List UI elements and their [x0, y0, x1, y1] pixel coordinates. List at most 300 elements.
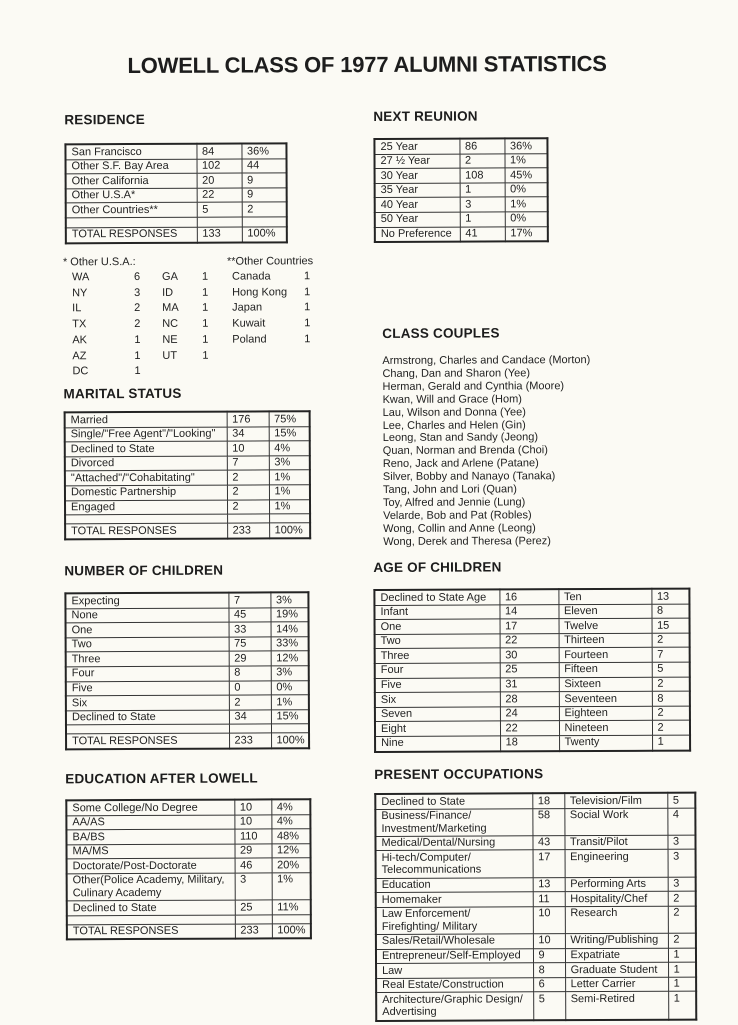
cell: 25 Year: [374, 139, 459, 154]
number-of-children-heading: NUMBER OF CHILDREN: [64, 562, 224, 579]
cell: One: [375, 619, 500, 634]
cell: 18: [532, 793, 564, 808]
cell: 3: [668, 877, 696, 892]
cell: NC: [162, 317, 179, 331]
table-row: [375, 735, 690, 751]
age-of-children-heading: AGE OF CHILDREN: [373, 559, 502, 575]
cell: 35 Year: [375, 183, 460, 198]
marital-status-heading: MARITAL STATUS: [63, 385, 182, 402]
table-row: [375, 168, 548, 183]
list-item: Armstrong, Charles and Candace (Morton): [382, 354, 591, 367]
cell: Graduate Student: [565, 962, 668, 977]
cell: 1: [304, 333, 311, 346]
cell: 1: [460, 183, 505, 198]
cell: 100%: [242, 227, 287, 242]
cell: Six: [66, 695, 229, 710]
cell: 2: [459, 153, 504, 168]
total-row: [65, 523, 310, 539]
cell: 30: [500, 648, 559, 663]
cell: 1: [668, 991, 696, 1019]
cell: 13: [651, 589, 689, 604]
cell: 75%: [269, 411, 310, 426]
cell: 3%: [269, 456, 310, 471]
table-row: [375, 226, 548, 242]
cell: 18: [500, 736, 559, 751]
cell: 2: [227, 499, 269, 514]
cell: Thirteen: [559, 633, 652, 648]
cell: 22: [197, 188, 242, 203]
cell: Kuwait: [232, 317, 266, 330]
cell: Infant: [374, 605, 499, 620]
cell: WA: [71, 271, 90, 284]
cell: Writing/Publishing: [565, 933, 668, 948]
cell: 1: [460, 212, 505, 227]
cell: Sixteen: [559, 677, 652, 692]
table-row: [66, 202, 287, 218]
cell: 233: [229, 733, 271, 748]
cell: TOTAL RESPONSES: [67, 924, 235, 940]
table-row: [375, 633, 690, 649]
cell: 100%: [272, 924, 311, 939]
cell: 86: [459, 138, 504, 153]
cell: [66, 217, 197, 228]
table-row: [72, 332, 228, 348]
cell: 0%: [505, 182, 548, 197]
table-row: [375, 662, 690, 678]
cell: Some College/No Degree: [66, 800, 234, 816]
cell: 25: [500, 663, 559, 678]
table-row: [375, 720, 690, 736]
table-row: [66, 651, 309, 667]
table-row: [66, 666, 309, 682]
cell: 1: [303, 270, 311, 283]
cell: 1: [304, 285, 311, 298]
cell: 4: [667, 808, 695, 835]
cell: AZ: [72, 349, 87, 362]
cell: 3%: [271, 666, 309, 681]
table-row: [66, 829, 310, 845]
cell: 28: [500, 692, 559, 707]
cell: 2: [652, 720, 690, 735]
cell: 5: [533, 992, 565, 1020]
table-row: [376, 891, 696, 907]
table-row: [375, 677, 690, 693]
cell: 1: [304, 317, 311, 330]
cell: None: [65, 608, 228, 623]
cell: 1%: [272, 873, 311, 900]
cell: 3: [134, 286, 141, 299]
cell: 233: [227, 523, 269, 538]
cell: 2: [134, 318, 141, 331]
cell: Semi-Retired: [565, 992, 668, 1020]
cell: Sales/Retail/Wholesale: [376, 934, 533, 949]
cell: 7: [227, 456, 269, 471]
table-row: [72, 285, 228, 301]
cell: Other S.F. Bay Area: [66, 159, 197, 174]
cell: 11: [533, 892, 565, 907]
cell: 10: [234, 799, 271, 814]
cell: 1: [202, 317, 209, 330]
residence-table: [64, 142, 287, 244]
cell: 11%: [272, 900, 311, 915]
cell: 1%: [504, 153, 547, 168]
cell: GA: [161, 270, 178, 283]
list-item: Wong, Collin and Anne (Leong): [383, 522, 536, 535]
table-row: [375, 212, 548, 227]
cell: 29: [229, 651, 271, 666]
cell: 40 Year: [375, 197, 460, 212]
cell: Divorced: [65, 456, 227, 471]
cell: Business/Finance/ Investment/Marketing: [375, 808, 532, 836]
cell: 22: [500, 721, 559, 736]
table-row: [72, 348, 228, 364]
cell: 2: [652, 677, 690, 692]
cell: 2: [652, 706, 690, 721]
cell: 2: [242, 202, 287, 217]
section-occupations: [374, 766, 697, 1022]
cell: Other Countries**: [66, 203, 197, 218]
table-row: [67, 900, 311, 916]
cell: Canada: [231, 270, 271, 283]
cell: 3: [668, 849, 696, 876]
list-item: Lee, Charles and Helen (Gin): [382, 418, 526, 432]
table-row: [376, 877, 696, 893]
cell: 13: [533, 877, 565, 892]
cell: [229, 724, 271, 733]
table-row: [67, 858, 311, 874]
cell: Six: [375, 692, 500, 707]
cell: 1: [202, 333, 209, 346]
next-reunion-heading: NEXT REUNION: [373, 108, 478, 124]
cell: Fifteen: [559, 662, 652, 677]
cell: Real Estate/Construction: [376, 978, 533, 993]
table-row: [65, 485, 310, 501]
cell: Hi-tech/Computer/ Telecommunications: [376, 850, 533, 878]
cell: 1: [668, 977, 696, 992]
section-marital-status: [64, 385, 312, 540]
cell: 8: [651, 604, 689, 619]
cell: 36%: [504, 138, 547, 153]
cell: 1%: [269, 485, 310, 500]
table-row: [65, 499, 310, 515]
cell: UT: [162, 349, 178, 362]
cell: Transit/Pilot: [564, 835, 667, 850]
cell: 12%: [271, 651, 309, 666]
cell: 176: [227, 411, 269, 426]
cell: TOTAL RESPONSES: [66, 227, 197, 243]
cell: Social Work: [564, 808, 667, 836]
cell: "Attached"/"Cohabitating": [65, 470, 227, 485]
cell: 1: [202, 302, 209, 315]
cell: 110: [234, 829, 271, 844]
cell: 6: [133, 270, 141, 284]
age-of-children-table: [373, 588, 691, 753]
table-row: [375, 647, 690, 663]
cell: 0%: [505, 212, 548, 227]
cell: Eleven: [558, 604, 651, 619]
cell: 9: [242, 188, 287, 203]
residence-heading: RESIDENCE: [64, 111, 145, 128]
cell: 14: [499, 604, 558, 619]
cell: 84: [196, 144, 241, 159]
cell: [227, 514, 269, 523]
table-row: [66, 622, 309, 638]
cell: 20: [197, 173, 242, 188]
cell: 1: [201, 270, 209, 283]
table-row: [72, 301, 228, 317]
cell: [269, 514, 310, 523]
table-row: [375, 197, 548, 212]
cell: [162, 364, 202, 380]
cell: MA: [162, 302, 179, 315]
cell: ID: [162, 286, 174, 299]
cell: Declined to State: [66, 710, 229, 725]
cell: BA/BS: [66, 829, 234, 844]
table-row: [65, 456, 310, 472]
cell: 15%: [269, 426, 310, 441]
cell: 1: [304, 301, 311, 314]
cell: Expatriate: [565, 948, 668, 963]
table-row: [72, 317, 228, 333]
table-row: [375, 835, 695, 851]
cell: Performing Arts: [565, 877, 668, 892]
cell: 44: [242, 158, 287, 173]
cell: Eight: [375, 721, 500, 736]
cell: 48%: [271, 829, 310, 844]
cell: 108: [460, 168, 505, 183]
cell: 2: [227, 470, 269, 485]
table-row: [375, 618, 690, 634]
cell: 3: [667, 835, 695, 850]
cell: Twenty: [559, 735, 652, 750]
section-other-countries: [227, 253, 318, 348]
cell: 1: [134, 349, 141, 362]
cell: 75: [229, 637, 271, 652]
cell: Architecture/Graphic Design/ Advertising: [376, 992, 533, 1020]
cell: Law Enforcement/ Firefighting/ Military: [376, 907, 533, 935]
cell: 2: [668, 906, 696, 933]
cell: 33%: [271, 637, 309, 652]
cell: Japan: [232, 301, 263, 315]
table-row: [374, 589, 689, 605]
table-row: [232, 301, 318, 317]
cell: 9: [533, 948, 565, 963]
cell: 1: [134, 365, 141, 378]
cell: Four: [66, 666, 229, 681]
cell: Hong Kong: [232, 286, 288, 299]
education-table: [65, 798, 312, 940]
cell: 233: [235, 924, 272, 939]
cell: Homemaker: [376, 892, 533, 907]
table-row: [66, 173, 287, 189]
cell: 7: [228, 592, 270, 607]
cell: Four: [375, 663, 500, 678]
table-row: [66, 695, 309, 711]
table-row: [376, 991, 696, 1020]
cell: Other U.S.A*: [66, 188, 197, 203]
cell: Three: [375, 648, 500, 663]
cell: 2: [668, 891, 696, 906]
cell: Research: [565, 906, 668, 934]
table-row: [65, 470, 310, 486]
table-row: [66, 158, 287, 174]
cell: 1%: [269, 499, 310, 514]
cell: 33: [229, 622, 271, 637]
cell: 4%: [271, 814, 310, 829]
cell: Expecting: [65, 593, 228, 609]
cell: TX: [72, 318, 87, 331]
list-item: Velarde, Bob and Pat (Robles): [383, 509, 532, 522]
table-row: [374, 153, 547, 168]
cell: 14%: [271, 622, 309, 637]
cell: TOTAL RESPONSES: [66, 733, 229, 749]
cell: Law: [376, 963, 533, 978]
other-countries-heading: **Other Countries: [226, 255, 314, 268]
cell: 8: [229, 666, 271, 681]
cell: 50 Year: [375, 212, 460, 227]
cell: 45%: [505, 168, 548, 183]
cell: 15: [652, 618, 690, 633]
cell: AK: [72, 334, 88, 347]
cell: Declined to State: [65, 441, 227, 456]
cell: 43: [532, 835, 564, 850]
cell: Three: [66, 651, 229, 666]
cell: Five: [375, 677, 500, 692]
cell: 3: [235, 873, 272, 900]
couples-list: [382, 354, 591, 548]
table-row: [376, 933, 696, 949]
cell: 27 ½ Year: [374, 154, 459, 169]
other-countries-table: [232, 269, 318, 348]
cell: No Preference: [375, 227, 460, 242]
table-row: [232, 269, 318, 285]
cell: 36%: [241, 143, 286, 158]
cell: 1: [668, 962, 696, 977]
cell: 16: [499, 589, 558, 604]
table-row: [66, 637, 309, 653]
cell: 10: [227, 441, 269, 456]
next-reunion-table: [373, 137, 548, 243]
table-row: [376, 849, 696, 878]
table-row: [375, 691, 690, 707]
cell: [242, 217, 287, 227]
cell: 22: [500, 633, 559, 648]
cell: Seventeen: [559, 691, 652, 706]
cell: 19%: [270, 607, 308, 622]
list-item: Leong, Stan and Sandy (Jeong): [382, 431, 539, 445]
cell: 3%: [270, 592, 308, 607]
cell: Eighteen: [559, 706, 652, 721]
cell: 31: [500, 677, 559, 692]
table-row: [66, 710, 309, 726]
cell: MA/MS: [67, 844, 235, 859]
cell: AA/AS: [66, 815, 234, 830]
cell: Declined to State Age: [374, 589, 499, 605]
table-row: [66, 188, 287, 204]
cell: Hospitality/Chef: [565, 891, 668, 906]
cell: Entrepreneur/Self-Employed: [376, 948, 533, 963]
list-item: Kwan, Will and Grace (Hom): [382, 393, 522, 406]
cell: 1: [134, 333, 141, 346]
cell: Two: [375, 634, 500, 649]
table-row: [374, 138, 547, 154]
cell: One: [66, 622, 229, 637]
cell: [197, 217, 242, 227]
occupations-heading: PRESENT OCCUPATIONS: [374, 766, 544, 782]
table-row: [67, 873, 311, 901]
table-row: [66, 680, 309, 696]
cell: 25: [235, 900, 272, 915]
cell: 1: [202, 349, 209, 362]
cell: [235, 915, 272, 924]
table-row: [376, 977, 696, 993]
marital-status-table: [64, 410, 312, 540]
cell: 10: [533, 934, 565, 949]
table-row: [232, 332, 318, 348]
cell: 9: [242, 173, 287, 188]
cell: 4%: [269, 441, 310, 456]
cell: Other California: [66, 173, 197, 188]
list-item: Tang, John and Lori (Quan): [382, 483, 517, 497]
table-row: [376, 906, 696, 935]
table-row: [66, 799, 310, 815]
cell: 100%: [269, 523, 310, 538]
table-row: [375, 793, 695, 809]
cell: DC: [72, 365, 89, 378]
cell: 2: [229, 695, 271, 710]
list-item: Chang, Dan and Sharon (Yee): [382, 367, 531, 380]
cell: 2: [134, 302, 141, 315]
cell: Domestic Partnership: [65, 485, 227, 500]
table-row: [65, 441, 310, 457]
cell: Five: [66, 681, 229, 696]
other-usa-table: [72, 270, 228, 381]
cell: 0%: [271, 680, 309, 695]
cell: 17: [533, 850, 565, 877]
table-row: [72, 270, 228, 286]
cell: Married: [65, 412, 227, 428]
cell: NE: [162, 333, 178, 346]
class-couples-heading: CLASS COUPLES: [382, 325, 500, 341]
cell: Declined to State: [375, 793, 532, 809]
cell: Education: [376, 877, 533, 892]
list-item: Toy, Alfred and Jennie (Lung): [382, 496, 526, 509]
cell: 4%: [271, 799, 310, 814]
cell: Twelve: [559, 618, 652, 633]
section-next-reunion: [373, 108, 549, 243]
cell: 10: [234, 815, 271, 830]
table-row: [65, 411, 310, 427]
cell: Television/Film: [564, 793, 667, 809]
cell: Letter Carrier: [565, 977, 668, 992]
table-row: [375, 182, 548, 197]
cell: 34: [229, 710, 271, 725]
cell: 58: [532, 808, 564, 835]
section-other-usa: [63, 254, 229, 381]
cell: 8: [652, 691, 690, 706]
cell: NY: [72, 286, 88, 299]
cell: Poland: [232, 333, 267, 346]
cell: Ten: [558, 589, 651, 604]
cell: [202, 364, 228, 380]
list-item: Wong, Derek and Theresa (Perez): [383, 534, 551, 548]
cell: [271, 724, 309, 733]
table-row: [66, 814, 310, 830]
other-usa-heading: * Other U.S.A.:: [62, 256, 136, 269]
cell: Doctorate/Post-Doctorate: [67, 858, 235, 873]
cell: Single/"Free Agent"/"Looking": [65, 427, 227, 442]
number-of-children-table: [64, 591, 310, 750]
